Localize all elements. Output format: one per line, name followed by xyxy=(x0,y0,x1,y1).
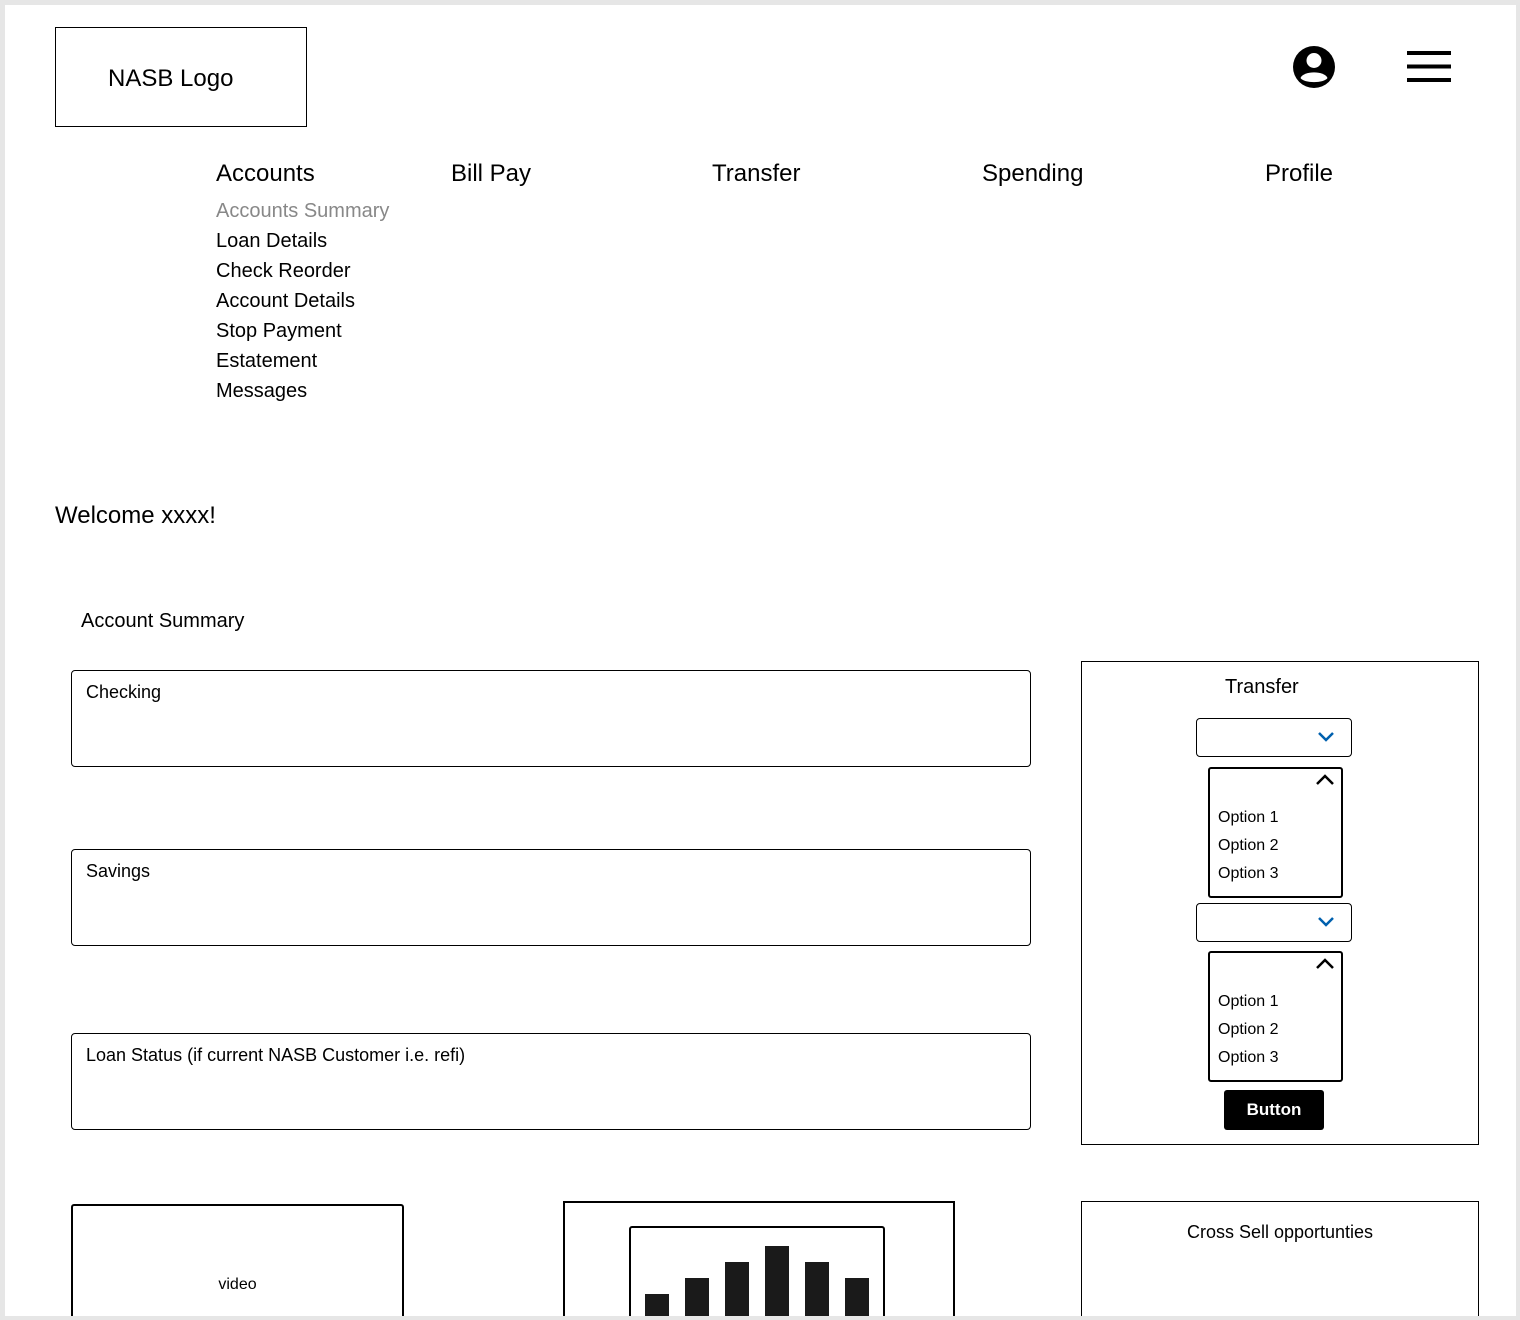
chart-frame xyxy=(629,1226,885,1316)
video-placeholder[interactable] xyxy=(71,1204,404,1316)
savings-card[interactable] xyxy=(71,849,1031,946)
submenu-account-details[interactable]: Account Details xyxy=(216,290,355,312)
page xyxy=(5,5,1516,1316)
chart-bar-6 xyxy=(845,1278,869,1316)
chart-bar-5 xyxy=(805,1262,829,1316)
transfer-submit-button[interactable]: Button xyxy=(1224,1090,1324,1130)
to-account-options[interactable] xyxy=(1208,951,1343,1082)
savings-label: Savings xyxy=(86,861,151,881)
spending-chart-widget xyxy=(563,1201,955,1316)
checking-card[interactable] xyxy=(71,670,1031,767)
chart-bar-2 xyxy=(685,1278,709,1316)
submenu-accounts-summary[interactable]: Accounts Summary xyxy=(216,200,390,222)
user-circle-icon[interactable] xyxy=(1292,45,1336,89)
bar-chart xyxy=(631,1228,885,1316)
loan-status-label: Loan Status (if current NASB Customer i.e. refi) xyxy=(86,1045,466,1065)
nav-transfer[interactable]: Transfer xyxy=(712,160,801,187)
video-label: video xyxy=(218,1276,257,1293)
logo-text: NASB Logo xyxy=(108,65,234,92)
chevron-up-icon[interactable] xyxy=(1315,773,1335,787)
chevron-down-icon xyxy=(1317,916,1335,928)
option-item[interactable]: Option 2 xyxy=(1218,837,1279,854)
hamburger-menu-icon[interactable] xyxy=(1407,49,1451,85)
logo[interactable] xyxy=(55,27,307,127)
chevron-up-icon[interactable] xyxy=(1315,957,1335,971)
transfer-panel xyxy=(1081,661,1479,1145)
submenu-check-reorder[interactable]: Check Reorder xyxy=(216,260,351,282)
from-account-options[interactable] xyxy=(1208,767,1343,898)
chart-bar-4 xyxy=(765,1246,789,1316)
transfer-title: Transfer xyxy=(1225,676,1299,698)
loan-status-card[interactable] xyxy=(71,1033,1031,1130)
option-item[interactable]: Option 3 xyxy=(1218,865,1279,882)
to-account-select[interactable] xyxy=(1196,903,1352,942)
cross-sell-panel xyxy=(1081,1201,1479,1316)
nav-spending[interactable]: Spending xyxy=(982,160,1084,187)
checking-label: Checking xyxy=(86,682,162,702)
welcome-message: Welcome xxxx! xyxy=(55,502,216,529)
submenu-estatement[interactable]: Estatement xyxy=(216,350,318,372)
submenu-messages[interactable]: Messages xyxy=(216,380,308,402)
chart-bar-3 xyxy=(725,1262,749,1316)
submenu-loan-details[interactable]: Loan Details xyxy=(216,230,328,252)
accounts-submenu xyxy=(216,198,389,408)
from-account-select[interactable] xyxy=(1196,718,1352,757)
nav-profile[interactable]: Profile xyxy=(1265,160,1334,187)
submenu-stop-payment[interactable]: Stop Payment xyxy=(216,320,342,342)
nav-bill-pay[interactable]: Bill Pay xyxy=(451,160,532,187)
account-summary-title: Account Summary xyxy=(81,610,245,632)
nav-accounts[interactable]: Accounts xyxy=(216,160,315,187)
option-item[interactable]: Option 1 xyxy=(1218,809,1279,826)
chart-bar-1 xyxy=(645,1294,669,1316)
cross-sell-title: Cross Sell opportunties xyxy=(1186,1222,1374,1242)
option-item[interactable]: Option 3 xyxy=(1218,1049,1279,1066)
option-item[interactable]: Option 1 xyxy=(1218,993,1279,1010)
option-item[interactable]: Option 2 xyxy=(1218,1021,1279,1038)
chevron-down-icon xyxy=(1317,731,1335,743)
